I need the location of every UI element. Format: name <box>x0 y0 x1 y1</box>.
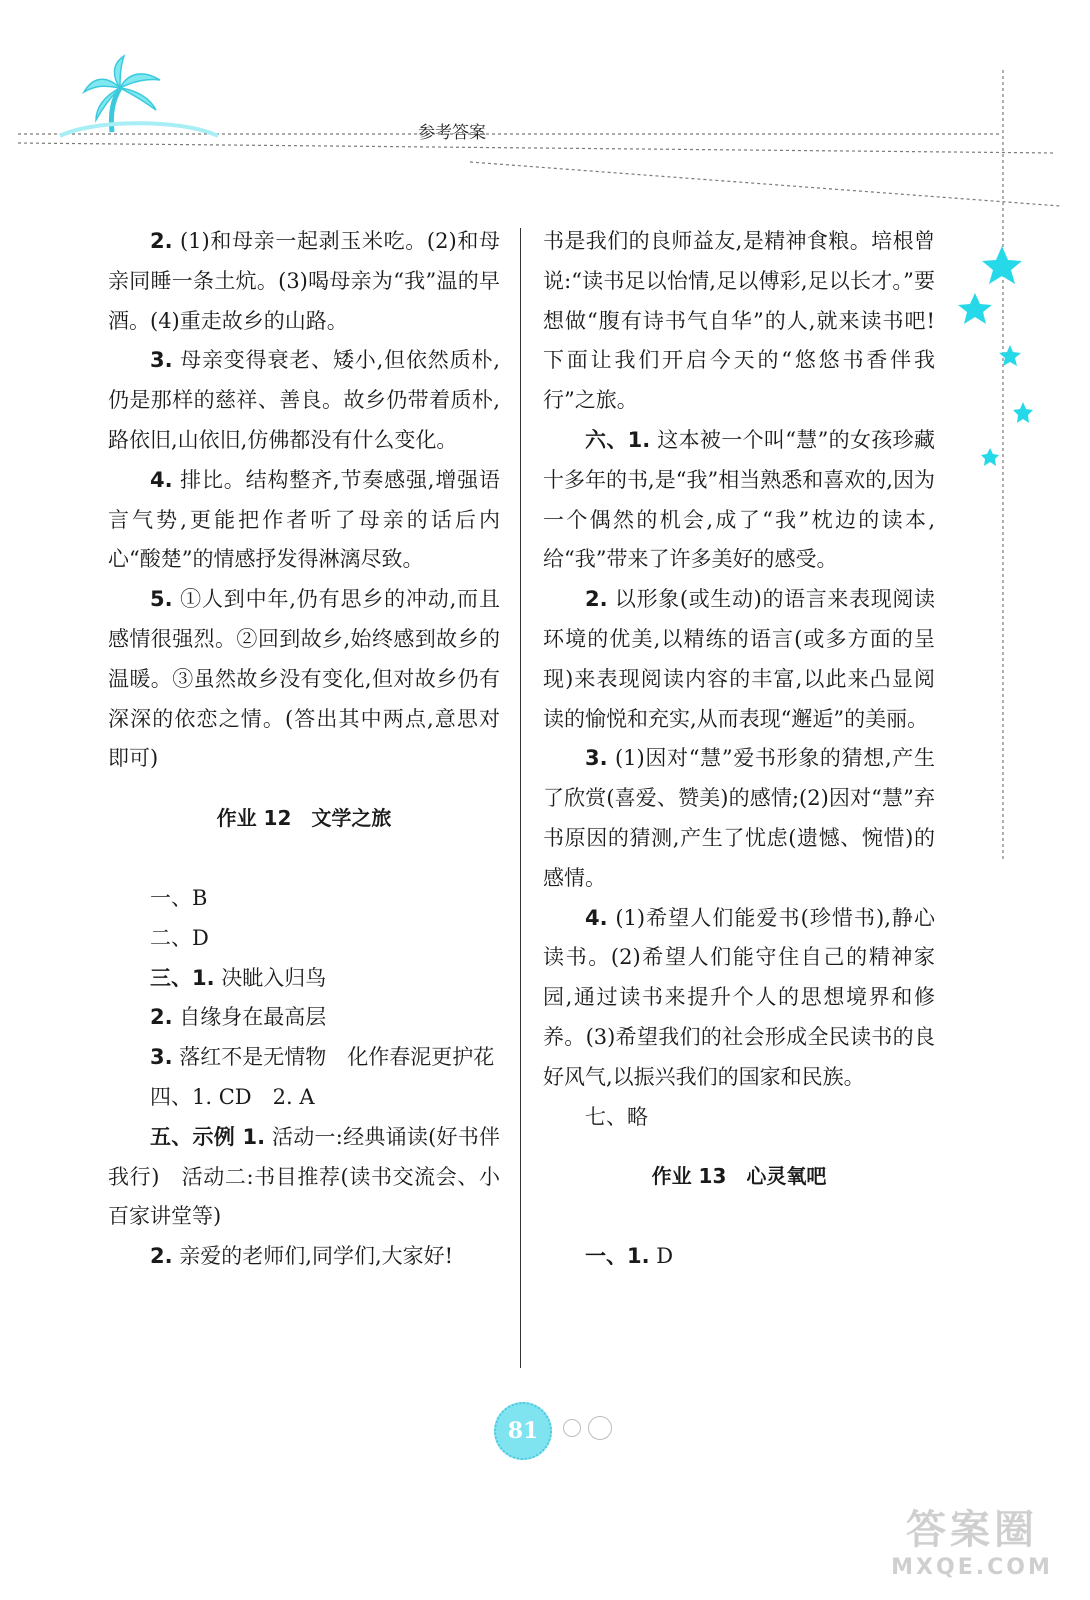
answer-text: 以形象(或生动)的语言来表现阅读环境的优美,以精练的语言(或多方面的呈现)来表现阅读内容的丰富,以此来凸显阅读的愉悦和充实,从而表现“邂逅”的美丽。 <box>543 587 935 731</box>
answer-paragraph <box>543 222 935 421</box>
answer-text: 决眦入归鸟 <box>221 965 327 990</box>
watermark-logo-text: 答案圈 <box>906 1507 1038 1553</box>
answer-number: 3. <box>585 746 608 771</box>
header-title: 参考答案 <box>418 123 486 143</box>
answer-paragraph <box>108 461 500 580</box>
answer-text: 这本被一个叫“慧”的女孩珍藏十多年的书,是“我”相当熟悉和喜欢的,因为一个偶然的机会,成了“我”枕边的读本,给“我”带来了许多美好的感受。 <box>543 427 935 572</box>
answer-text: 活动一:经典诵读(好书伴我行) 活动二:书目推荐(读书交流会、小百家讲堂等) <box>108 1124 500 1229</box>
answer-text: 七、略 <box>585 1104 648 1129</box>
section-number: 作业 12 <box>216 806 292 831</box>
answer-number: 2. <box>150 229 173 253</box>
answer-paragraph <box>108 222 500 341</box>
answer-paragraph <box>108 919 500 959</box>
section-name: 文学之旅 <box>311 806 392 831</box>
answer-paragraph <box>543 421 935 580</box>
star-icon <box>958 246 1033 466</box>
answer-paragraph <box>108 580 500 779</box>
answer-number: 2. <box>150 1005 173 1030</box>
left-column <box>108 222 500 1277</box>
watermark <box>882 1498 1062 1580</box>
section-name: 心灵氧吧 <box>746 1164 827 1189</box>
answer-text: ①人到中年,仍有思乡的冲动,而且感情很强烈。②回到故乡,始终感到故乡的温暖。③虽然故乡没有变化,但对故乡仍有深深的依恋之情。(答出其中两点,意思对即可) <box>108 587 500 771</box>
section-title <box>543 1157 935 1197</box>
answer-text: 亲爱的老师们,同学们,大家好! <box>179 1244 454 1269</box>
section-number: 作业 13 <box>651 1164 727 1189</box>
answer-number: 4. <box>150 467 173 492</box>
answer-number: 3. <box>150 348 173 373</box>
answer-text: (1)因对“慧”爱书形象的猜想,产生了欣赏(喜爱、赞美)的感情;(2)因对“慧”弃书原因的猜测,产生了忧虑(遗憾、惋惜)的感情。 <box>543 746 935 890</box>
page-number: 81 <box>494 1402 552 1460</box>
section-title <box>108 799 500 839</box>
answer-number: 3. <box>150 1045 173 1070</box>
answer-text: 排比。结构整齐,节奏感强,增强语言气势,更能把作者听了母亲的话后内心“酸楚”的情感抒发得淋漓尽致。 <box>108 467 500 572</box>
answer-paragraph <box>108 341 500 460</box>
answer-number: 一、1. <box>585 1244 650 1269</box>
answer-paragraph <box>108 879 500 919</box>
answer-paragraph <box>543 580 935 739</box>
watermark-url: MXQE.COM <box>891 1555 1053 1580</box>
answer-number: 六、1. <box>585 427 651 452</box>
answer-text: 母亲变得衰老、矮小,但依然质朴,仍是那样的慈祥、善良。故乡仍带着质朴,路依旧,山依旧,仿佛都没有什么变化。 <box>108 348 500 452</box>
answer-text: 一、B <box>150 885 208 910</box>
answer-number: 2. <box>585 587 608 612</box>
answer-paragraph <box>108 1078 500 1118</box>
answer-paragraph <box>543 1098 935 1138</box>
answer-paragraph <box>108 1118 500 1237</box>
answer-text: D <box>656 1244 674 1269</box>
answer-text: 四、1. CD 2. A <box>150 1084 315 1109</box>
answer-text: (1)和母亲一起剥玉米吃。(2)和母亲同睡一条土炕。(3)喝母亲为“我”温的早酒。(4)重走故乡的山路。 <box>108 229 500 333</box>
decorative-circle <box>563 1419 581 1437</box>
answer-paragraph <box>108 959 500 999</box>
answer-text: 二、D <box>150 925 209 950</box>
answer-number: 五、示例 1. <box>150 1124 266 1149</box>
answer-number: 5. <box>150 587 173 612</box>
answer-paragraph <box>108 1038 500 1078</box>
answer-paragraph <box>543 1237 935 1277</box>
answer-text: 自缘身在最高层 <box>179 1005 327 1030</box>
answer-paragraph <box>108 1237 500 1277</box>
answer-paragraph <box>543 739 935 898</box>
answer-number: 三、1. <box>150 965 215 990</box>
column-divider <box>520 228 521 1368</box>
palm-tree-icon <box>60 56 218 136</box>
answer-text: 落红不是无情物 化作春泥更护花 <box>179 1045 495 1070</box>
answer-paragraph <box>543 899 935 1098</box>
answer-text: (1)希望人们能爱书(珍惜书),静心读书。(2)希望人们能守住自己的精神家园,通过读书来提升个人的思想境界和修养。(3)希望我们的社会形成全民读书的良好风气,以振兴我们的国家和民族。 <box>543 905 935 1089</box>
answer-number: 4. <box>585 905 608 930</box>
answer-paragraph <box>108 998 500 1038</box>
answer-text: 书是我们的良师益友,是精神食粮。培根曾说:“读书足以怡情,足以傅彩,足以长才。”要想做“腹有诗书气自华”的人,就来读书吧!下面让我们开启今天的“悠悠书香伴我行”之旅。 <box>543 229 935 413</box>
right-column <box>543 222 935 1277</box>
decorative-circle <box>588 1416 612 1440</box>
answer-number: 2. <box>150 1244 173 1269</box>
